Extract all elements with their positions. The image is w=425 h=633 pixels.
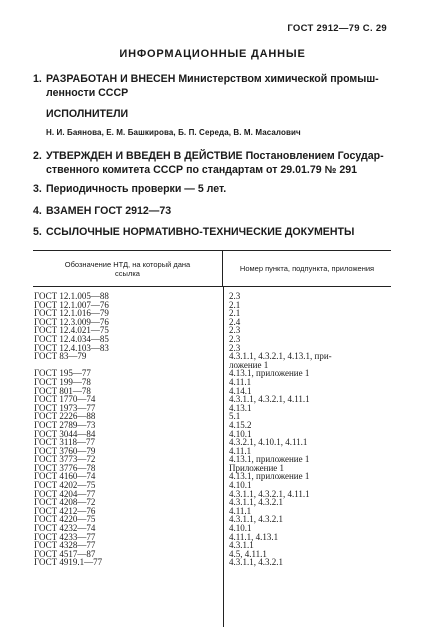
- cell-section: 2.4: [229, 316, 241, 327]
- cell-section: 4.10.1: [229, 523, 252, 534]
- cell-section: 4.15.2: [229, 419, 252, 430]
- cell-section: 4.13.1: [229, 402, 252, 413]
- cell-document: ГОСТ 12.4.034—85: [34, 333, 109, 344]
- item-1-line1: РАЗРАБОТАН И ВНЕСЕН Министерством химической промыш-: [46, 73, 379, 85]
- cell-section: 4.3.1.1: [229, 540, 254, 551]
- cell-document: ГОСТ 4204—77: [34, 488, 96, 499]
- cell-document: ГОСТ 4919.1—77: [34, 557, 103, 568]
- cell-section: 2.1: [229, 308, 241, 319]
- cell-document: ГОСТ 199—78: [34, 376, 91, 387]
- item-3: [33, 182, 395, 196]
- table-row: [33, 352, 391, 361]
- cell-section: 2.1: [229, 299, 241, 310]
- cell-section: 4.11.1: [229, 445, 252, 456]
- cell-document: ГОСТ 4220—75: [34, 514, 96, 525]
- cell-document: ГОСТ 801—78: [34, 385, 91, 396]
- cell-document: ГОСТ 2226—88: [34, 411, 96, 422]
- cell-document: ГОСТ 4232—74: [34, 523, 96, 534]
- table-row: [33, 558, 391, 567]
- reference-table: [33, 250, 391, 567]
- cell-document: ГОСТ 12.4.103—83: [34, 342, 109, 353]
- cell-section: 4.3.2.1, 4.10.1, 4.11.1: [229, 437, 308, 448]
- item-5: [33, 225, 395, 239]
- cell-document: ГОСТ 195—77: [34, 368, 91, 379]
- cell-document: ГОСТ 12.1.016—79: [34, 308, 109, 319]
- cell-section: 4.11.1: [229, 376, 252, 387]
- item-5-number: 5.: [33, 226, 42, 238]
- cell-section: 4.10.1: [229, 428, 252, 439]
- cell-section: 2.3: [229, 333, 241, 344]
- cell-section: 4.13.1, приложение 1: [229, 471, 310, 482]
- cell-section: 5.1: [229, 411, 241, 422]
- section-title: ИНФОРМАЦИОННЫЕ ДАННЫЕ: [119, 48, 306, 60]
- cell-document: ГОСТ 2789—73: [34, 419, 96, 430]
- cell-document: ГОСТ 12.3.009—76: [34, 316, 109, 327]
- column-header-section: Номер пункта, подпункта, приложения: [239, 264, 375, 273]
- item-2-number: 2.: [33, 150, 42, 162]
- item-2-line2: ственного комитета СССР по стандартам от 29.01.79 № 291: [46, 164, 358, 176]
- cell-document: ГОСТ 3118—77: [34, 437, 96, 448]
- executors-names: Н. И. Баянова, Е. М. Башкирова, Б. П. Середа, В. М. Масалович: [46, 128, 301, 137]
- cell-document: ГОСТ 4212—76: [34, 505, 96, 516]
- item-4: [33, 204, 395, 218]
- item-1-line2: ленности СССР: [46, 87, 129, 99]
- cell-section: 4.3.1.1, 4.3.2.1, 4.13.1, при-: [229, 351, 332, 362]
- cell-document: ГОСТ 4328—77: [34, 540, 96, 551]
- item-3-line1: Периодичность проверки — 5 лет.: [46, 183, 227, 195]
- cell-section: 4.11.1: [229, 505, 252, 516]
- cell-section: 2.3: [229, 291, 241, 301]
- cell-document: ГОСТ 3776—78: [34, 462, 96, 473]
- cell-section: 4.3.1.1, 4.3.2.1: [229, 557, 283, 568]
- cell-document: ГОСТ 4160—74: [34, 471, 96, 482]
- cell-document: ГОСТ 83—79: [34, 351, 87, 362]
- item-1: [33, 72, 395, 100]
- cell-document: ГОСТ 3773—72: [34, 454, 96, 465]
- cell-document: ГОСТ 4208—72: [34, 497, 96, 508]
- cell-document: ГОСТ 12.1.005—88: [34, 291, 109, 301]
- item-3-number: 3.: [33, 183, 42, 195]
- cell-section: Приложение 1: [229, 462, 285, 473]
- cell-section: 4.3.1.1, 4.3.2.1: [229, 514, 283, 525]
- cell-document: ГОСТ 4517—87: [34, 548, 96, 559]
- table-row: [33, 344, 391, 353]
- cell-document: ГОСТ 1973—77: [34, 402, 96, 413]
- cell-document: ГОСТ 4233—77: [34, 531, 96, 542]
- cell-document: ГОСТ 3760—79: [34, 445, 96, 456]
- executors-title: ИСПОЛНИТЕЛИ: [46, 108, 129, 120]
- cell-section: 2.3: [229, 325, 241, 336]
- cell-section: 4.3.1.1, 4.3.2.1: [229, 497, 283, 508]
- item-5-line1: ССЫЛОЧНЫЕ НОРМАТИВНО-ТЕХНИЧЕСКИЕ ДОКУМЕНТЫ: [46, 226, 355, 238]
- item-2-line1: УТВЕРЖДЕН И ВВЕДЕН В ДЕЙСТВИЕ Постановлением Государ-: [46, 150, 384, 162]
- cell-document: ГОСТ 4202—75: [34, 480, 96, 491]
- item-1-number: 1.: [33, 73, 42, 85]
- item-4-line1: ВЗАМЕН ГОСТ 2912—73: [46, 205, 172, 217]
- table-rows: [33, 287, 391, 567]
- cell-document: ГОСТ 3044—84: [34, 428, 96, 439]
- cell-section: 4.3.1.1, 4.3.2.1, 4.11.1: [229, 394, 310, 405]
- cell-section: 2.3: [229, 342, 241, 353]
- cell-document: ГОСТ 12.1.007—76: [34, 299, 109, 310]
- column-header-document: Обозначение НТД, на который дана ссылка: [33, 251, 223, 286]
- table-body: [33, 287, 391, 567]
- cell-section: 4.14.1: [229, 385, 252, 396]
- table-header: [33, 250, 391, 287]
- item-4-number: 4.: [33, 205, 42, 217]
- cell-section: 4.5, 4.11.1: [229, 548, 267, 559]
- cell-section: ложение 1: [229, 359, 269, 370]
- cell-section: 4.3.1.1, 4.3.2.1, 4.11.1: [229, 488, 310, 499]
- item-2: [33, 149, 395, 177]
- cell-section: 4.13.1, приложение 1: [229, 368, 310, 379]
- page-header: ГОСТ 2912—79 С. 29: [287, 23, 387, 34]
- cell-document: ГОСТ 1770—74: [34, 394, 96, 405]
- cell-section: 4.10.1: [229, 480, 252, 491]
- cell-document: ГОСТ 12.4.021—75: [34, 325, 109, 336]
- cell-section: 4.11.1, 4.13.1: [229, 531, 279, 542]
- cell-section: 4.13.1, приложение 1: [229, 454, 310, 465]
